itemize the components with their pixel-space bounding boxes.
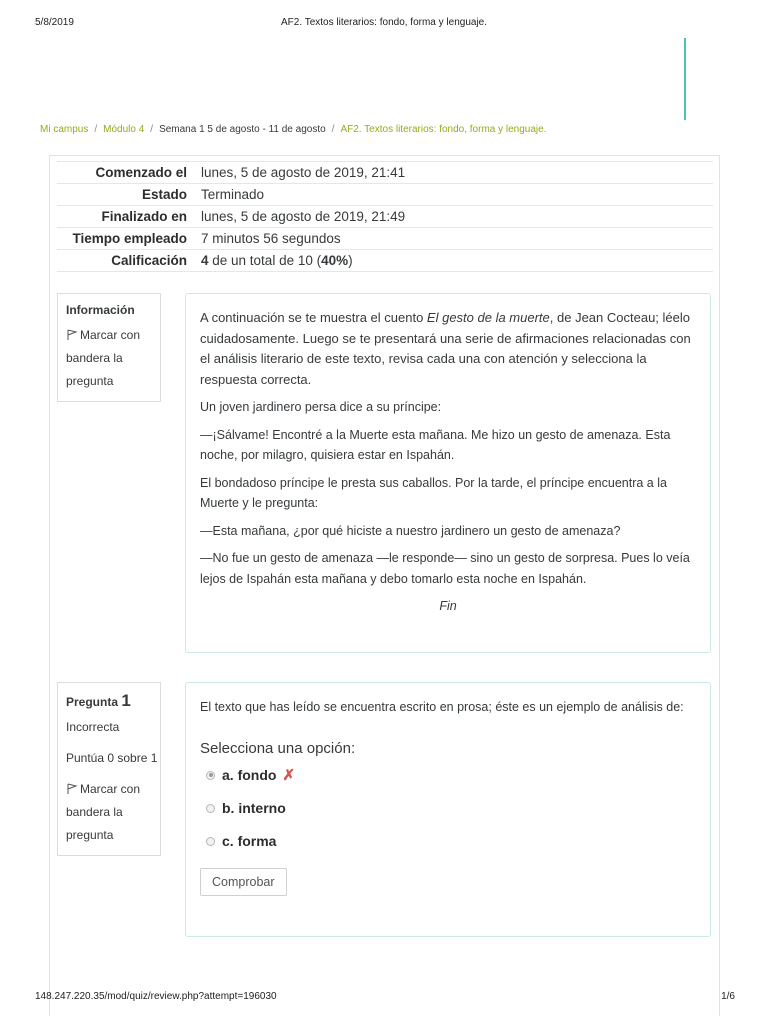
story-title: El gesto de la muerte — [426, 310, 550, 325]
summary-value: Terminado — [201, 184, 713, 206]
question-prompt: El texto que has leído se encuentra escrito en prosa; éste es un ejemplo de análisis de: — [200, 700, 684, 714]
radio-button[interactable] — [206, 771, 215, 780]
story-paragraph: —¡Sálvame! Encontré a la Muerte esta mañana. Me hizo un gesto de amenaza. Esta noche, por milagro, quisiera estar en Ispahán. — [200, 427, 671, 462]
flag-question[interactable] — [66, 778, 160, 847]
scroll-indicator — [684, 38, 686, 120]
flag-icon — [66, 329, 78, 341]
print-title: AF2. Textos literarios: fondo, forma y lenguaje. — [280, 17, 488, 28]
summary-label: Calificación — [57, 250, 201, 272]
incorrect-x-icon: ✗ — [282, 767, 296, 784]
question-heading — [66, 691, 160, 712]
summary-row-grade — [57, 250, 713, 272]
breadcrumb-mi-campus[interactable]: Mi campus — [40, 124, 89, 135]
print-url: 148.247.220.35/mod/quiz/review.php?attempt=196030 — [35, 991, 277, 1002]
grade-text: de un total de 10 ( — [208, 253, 322, 268]
grade-value — [201, 250, 713, 272]
info-heading: Información — [66, 303, 135, 317]
intro-text: , de Jean Cocteau; léelo cuidadosamente. Luego se te presentará una serie de afirmaciones relacionadas con el análisis literario de este texto, revisa cada una con atención y selecciona la respuesta correcta. — [200, 310, 691, 387]
question-label: Pregunta — [66, 695, 119, 709]
breadcrumb-activity[interactable]: AF2. Textos literarios: fondo, forma y lenguaje. — [340, 124, 547, 135]
flag-label: Marcar con bandera la pregunta — [66, 328, 141, 388]
breadcrumb — [40, 124, 546, 135]
option-b[interactable] — [200, 792, 696, 825]
option-label: a. fondo — [222, 767, 277, 783]
summary-value: 7 minutos 56 segundos — [201, 228, 713, 250]
option-a[interactable] — [200, 759, 696, 792]
grade-score: 4 — [201, 253, 209, 268]
radio-button[interactable] — [206, 804, 215, 813]
summary-label: Estado — [57, 184, 201, 206]
option-label: b. interno — [222, 800, 286, 816]
summary-label: Tiempo empleado — [57, 228, 201, 250]
intro-paragraph — [200, 308, 696, 390]
story-paragraph: —Esta mañana, ¿por qué hiciste a nuestro jardinero un gesto de amenaza? — [200, 523, 621, 538]
breadcrumb-semana[interactable]: Semana 1 5 de agosto - 11 de agosto — [159, 124, 326, 135]
summary-label: Comenzado el — [57, 162, 201, 184]
check-button[interactable]: Comprobar — [200, 868, 287, 896]
breadcrumb-modulo[interactable]: Módulo 4 — [103, 124, 145, 135]
question-content — [185, 682, 711, 937]
info-sidebar — [57, 293, 161, 402]
question-status: Incorrecta — [66, 720, 120, 734]
grade-close: ) — [348, 253, 353, 268]
story-paragraph: El bondadoso príncipe le presta sus caballos. Por la tarde, el príncipe encuentra a la Muerte y le pregunta: — [200, 475, 667, 510]
story-paragraph: —No fue un gesto de amenaza —le responde— sino un gesto de sorpresa. Pues lo veía lejos de Ispahán esta mañana y debo tomarlo esta noche en Ispahán. — [200, 551, 690, 586]
summary-row-state — [57, 184, 713, 206]
story-paragraph: Un joven jardinero persa dice a su príncipe: — [200, 400, 442, 414]
summary-value: lunes, 5 de agosto de 2019, 21:49 — [201, 206, 713, 228]
print-date: 5/8/2019 — [35, 17, 74, 28]
summary-row-started — [57, 162, 713, 184]
question-points: Puntúa 0 sobre 1 — [66, 751, 158, 765]
breadcrumb-separator: / — [331, 124, 335, 135]
summary-row-time — [57, 228, 713, 250]
flag-icon — [66, 783, 78, 795]
summary-row-finished — [57, 206, 713, 228]
print-page-number: 1/6 — [721, 991, 735, 1002]
breadcrumb-separator: / — [150, 124, 154, 135]
story-end: Fin — [439, 599, 457, 613]
flag-question[interactable] — [66, 324, 160, 393]
select-option-label: Selecciona una opción: — [200, 739, 356, 757]
info-content — [185, 293, 711, 653]
radio-button[interactable] — [206, 837, 215, 846]
question-sidebar — [57, 682, 161, 856]
intro-text: A continuación se te muestra el cuento — [200, 310, 427, 325]
question-number: 1 — [121, 691, 131, 710]
grade-percent: 40 — [321, 253, 337, 268]
option-c[interactable] — [200, 825, 696, 858]
attempt-summary-table — [57, 161, 713, 272]
option-label: c. forma — [222, 833, 277, 849]
summary-label: Finalizado en — [57, 206, 201, 228]
grade-percent-sign: % — [336, 253, 349, 268]
flag-label: Marcar con bandera la pregunta — [66, 782, 141, 842]
breadcrumb-separator: / — [94, 124, 98, 135]
summary-value: lunes, 5 de agosto de 2019, 21:41 — [201, 162, 713, 184]
